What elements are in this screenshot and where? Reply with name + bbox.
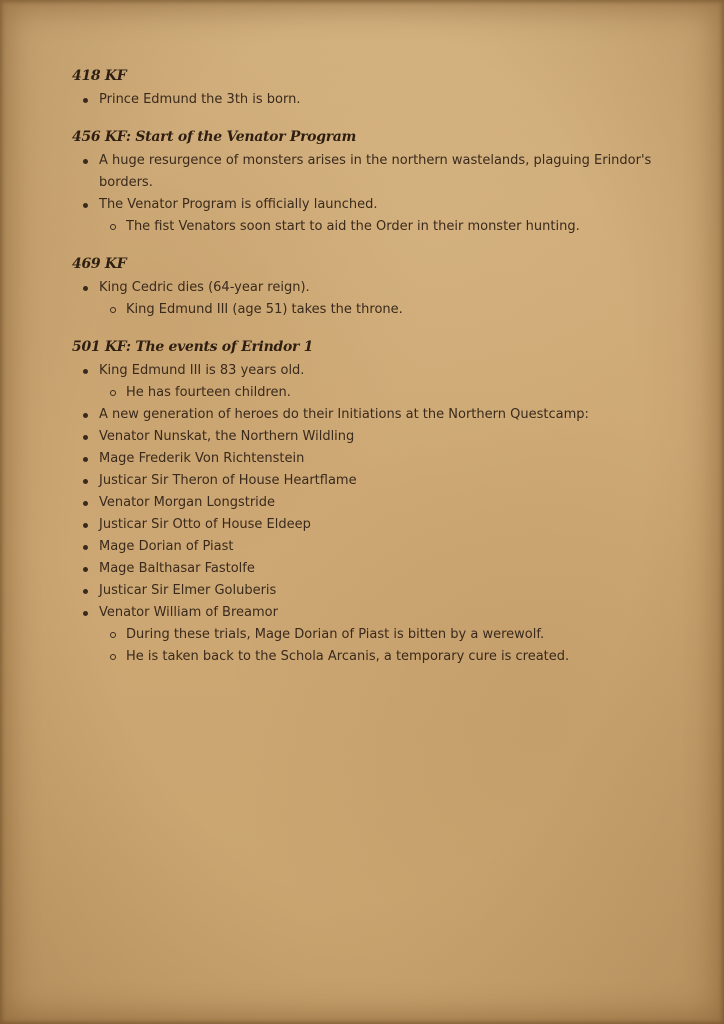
section-heading: 501 KF: The events of Erindor 1 <box>72 339 314 355</box>
event-list <box>72 150 672 238</box>
sub-list-item: He has fourteen children. <box>72 382 672 404</box>
sub-list-item: King Edmund III (age 51) takes the throne. <box>72 299 672 321</box>
list-item: Mage Dorian of Piast <box>72 536 672 558</box>
list-item: Mage Balthasar Fastolfe <box>72 558 672 580</box>
list-item: Justicar Sir Otto of House Eldeep <box>72 514 672 536</box>
section-heading: 456 KF: Start of the Venator Program <box>72 129 357 145</box>
list-item: Venator Morgan Longstride <box>72 492 672 514</box>
list-item: Justicar Sir Theron of House Heartflame <box>72 470 672 492</box>
list-item: Venator William of Breamor <box>72 602 672 624</box>
sub-list-item: The fist Venators soon start to aid the Order in their monster hunting. <box>72 216 672 238</box>
list-item: A huge resurgence of monsters arises in the northern wastelands, plaguing Erindor's borders. <box>72 150 672 194</box>
list-item: The Venator Program is officially launched. <box>72 194 672 216</box>
section-heading: 469 KF <box>72 256 127 272</box>
sub-list-item: During these trials, Mage Dorian of Piast is bitten by a werewolf. <box>72 624 672 646</box>
event-list <box>72 89 672 111</box>
list-item: A new generation of heroes do their Initiations at the Northern Questcamp: <box>72 404 672 426</box>
timeline-section-456 <box>72 129 672 238</box>
event-list <box>72 360 672 668</box>
section-heading: 418 KF <box>72 68 127 84</box>
list-item: Mage Frederik Von Richtenstein <box>72 448 672 470</box>
list-item: Prince Edmund the 3th is born. <box>72 89 672 111</box>
list-item: Venator Nunskat, the Northern Wildling <box>72 426 672 448</box>
sub-list-item: He is taken back to the Schola Arcanis, a temporary cure is created. <box>72 646 672 668</box>
list-item: King Edmund III is 83 years old. <box>72 360 672 382</box>
timeline-section-418 <box>72 68 672 111</box>
timeline-section-469 <box>72 256 672 321</box>
list-item: Justicar Sir Elmer Goluberis <box>72 580 672 602</box>
list-item: King Cedric dies (64-year reign). <box>72 277 672 299</box>
event-list <box>72 277 672 321</box>
timeline-content <box>72 68 672 686</box>
timeline-section-501 <box>72 339 672 668</box>
